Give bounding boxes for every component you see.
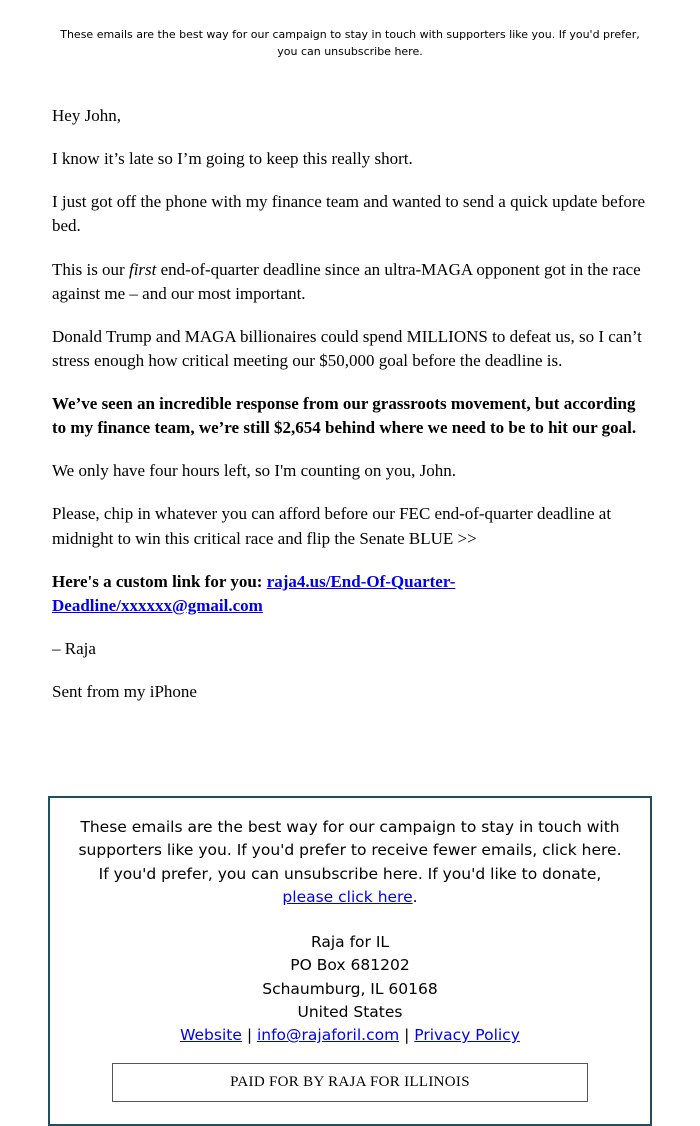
text-segment: | [399,1026,415,1045]
address-line: United States [297,1002,403,1021]
body-paragraph [52,258,648,306]
footer-address [64,931,636,1024]
text-segment: We only have four hours left, so I'm counting on you, John. [52,461,456,481]
address-line: Schaumburg, IL 60168 [262,979,438,998]
footer-disclaimer [72,816,628,909]
email-body [0,104,700,704]
paid-for-text: PAID FOR BY RAJA FOR ILLINOIS [230,1074,470,1091]
website-link[interactable]: Website [180,1026,242,1045]
body-paragraph [52,637,648,661]
text-segment: Donald Trump and MAGA billionaires could spend MILLIONS to defeat us, so I can’t stress enough how critical meeting our $50,000 goal before the deadline is. [52,326,642,370]
text-segment: Here's a custom link for you: [52,571,267,591]
text-segment: . [412,887,418,906]
body-paragraph [52,392,648,440]
text-segment: – Raja [52,638,96,658]
text-segment: This is our [52,259,129,279]
donate-link[interactable]: please click here [282,887,413,906]
body-paragraph [52,570,648,618]
address-line: PO Box 681202 [290,956,410,975]
body-paragraph [52,680,648,704]
custom-donation-link[interactable]: raja4.us/End-Of-Quarter-Deadline/xxxxxx@gmail.com [52,571,456,615]
text-segment: | [241,1026,257,1045]
body-paragraph [52,459,648,483]
text-segment: These emails are the best way for our campaign to stay in touch with supporters like you. If you'd prefer to receive fewer emails, click here. If you'd prefer, you can unsubscribe here. If you'd like to donate, [78,818,622,883]
body-paragraph [52,325,648,373]
text-segment: first [128,259,157,279]
email-link[interactable]: info@rajaforil.com [256,1026,400,1045]
text-segment: I know it’s late so I’m going to keep this really short. [52,149,413,169]
text-segment: We’ve seen an incredible response from our grassroots movement, but according to my finance team, we’re still $2,654 behind where we need to be to hit our goal. [52,394,637,438]
text-segment: end-of-quarter deadline since an ultra-MAGA opponent got in the race against me – and our most important. [52,259,641,303]
address-line: Raja for IL [310,933,390,952]
footer-links [64,1024,636,1047]
text-segment: Hey John, [52,106,121,126]
body-paragraph [52,147,648,171]
body-paragraph [52,190,648,238]
text-segment: Please, chip in whatever you can afford before our FEC end-of-quarter deadline at midnight to win this critical race and flip the Senate BLUE >> [52,504,612,548]
text-segment: I just got off the phone with my finance team and wanted to send a quick update before bed. [52,192,646,236]
footer-box [48,796,652,1126]
top-disclaimer: These emails are the best way for our campaign to stay in touch with supporters like you. If you'd prefer, you can unsubscribe here. [60,28,640,59]
paid-for-box [112,1063,588,1102]
text-segment: Sent from my iPhone [52,682,197,702]
privacy-policy-link[interactable]: Privacy Policy [414,1026,520,1045]
body-paragraph [52,502,648,550]
body-paragraph [52,104,648,128]
